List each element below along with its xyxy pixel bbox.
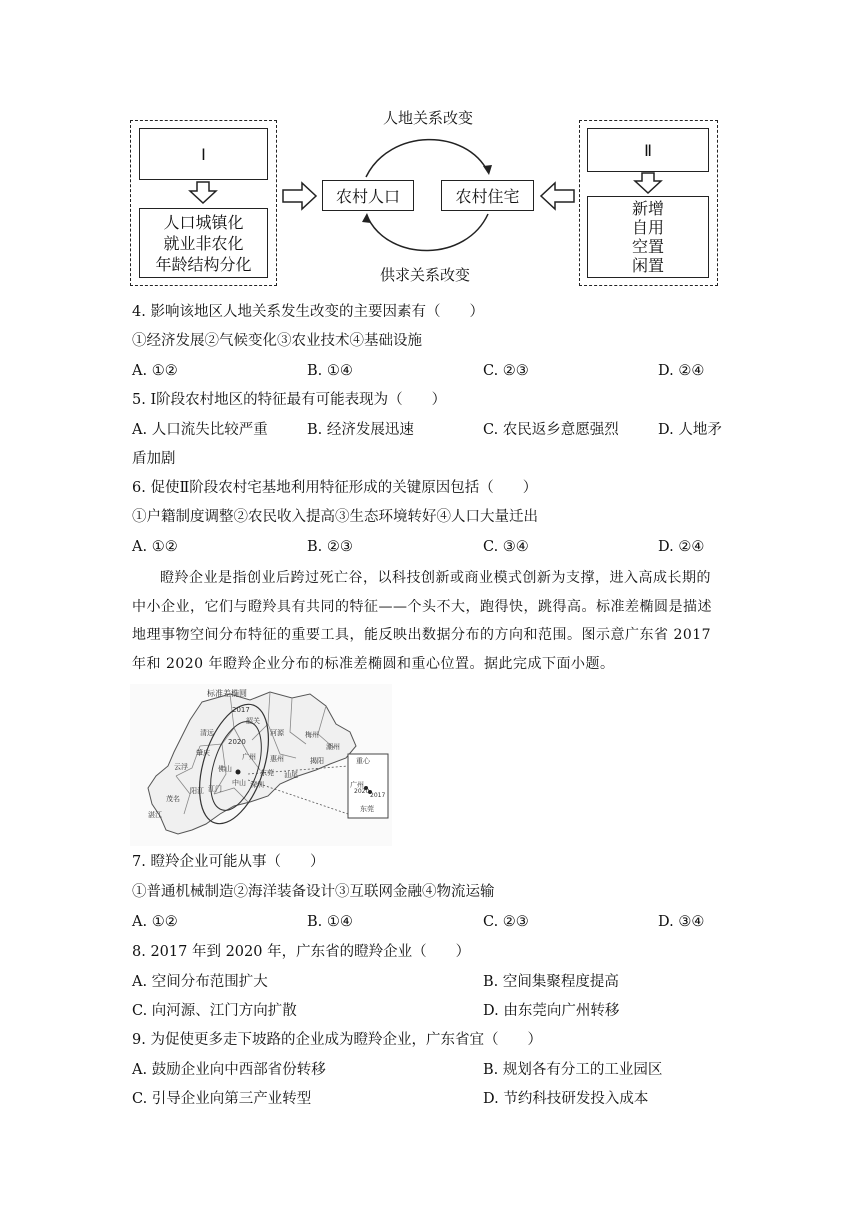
map-place: 广州: [242, 753, 256, 761]
inset-place: 东莞: [360, 805, 374, 813]
q7-option-d[interactable]: D. ③④: [658, 914, 705, 930]
diagram-arrows: [0, 0, 860, 300]
stage2-item: 空置: [631, 237, 664, 256]
map-place: 梅州: [305, 731, 319, 739]
gazelle-passage: 瞪羚企业是指创业后跨过死亡谷，以科技创新或商业模式创新为支撑，进入高成长期的中小企业，它们与瞪羚具有共同的特征——个头不大，跑得快，跳得高。标准差椭圆是描述地理事物空间分布特征的重要工具，能反映出数据分布的方向和范围。图示意广东省 2017 年和 2020 年瞪羚企业分布的标准差椭圆和重心位置。据此完成下面小题。: [132, 570, 712, 672]
inset-title: 重心: [356, 757, 370, 765]
q4-choices: ①经济发展②气候变化③农业技术④基础设施: [132, 333, 422, 349]
q7-option-b[interactable]: B. ①④: [307, 914, 353, 930]
bottom-label: 供求关系改变: [380, 266, 471, 284]
stage2-item: 新增: [631, 199, 664, 218]
q8-option-c[interactable]: C. 向河源、江门方向扩散: [132, 1003, 297, 1019]
stage1-item: 人口城镇化: [163, 212, 244, 232]
map-place: 韶关: [246, 717, 260, 725]
q5-option-a[interactable]: A. 人口流失比较严重: [132, 422, 268, 438]
cycle-arrows-icon: [366, 140, 488, 251]
q8-stem: 8. 2017 年到 2020 年，广东省的瞪羚企业（ ）: [132, 944, 471, 960]
map-place: 湛江: [148, 811, 162, 819]
q5-stem: 5. Ⅰ阶段农村地区的特征最有可能表现为（ ）: [132, 392, 447, 408]
q9-option-a[interactable]: A. 鼓励企业向中西部省份转移: [132, 1062, 326, 1078]
inset-place: 广州: [350, 781, 364, 789]
map-place: 江门: [208, 785, 222, 793]
down-arrow-icon: [190, 182, 216, 203]
q6-option-c[interactable]: C. ③④: [483, 539, 529, 555]
q7-stem: 7. 瞪羚企业可能从事（ ）: [132, 854, 325, 870]
rural-population-label: 农村人口: [335, 187, 400, 206]
down-arrow-icon: [635, 173, 661, 193]
map-place: 肇庆: [196, 749, 210, 757]
map-place: 阳江: [190, 787, 204, 795]
q4-option-a[interactable]: A. ①②: [132, 363, 178, 379]
q9-option-b[interactable]: B. 规划各有分工的工业园区: [483, 1062, 663, 1078]
q8-option-b[interactable]: B. 空间集聚程度提高: [483, 974, 619, 990]
q9-option-d[interactable]: D. 节约科技研发投入成本: [483, 1091, 649, 1107]
stage2-item: 自用: [631, 218, 664, 237]
q5-option-d-wrap: 盾加剧: [132, 451, 176, 467]
guangdong-ellipse-map: [130, 684, 392, 846]
q4-option-c[interactable]: C. ②③: [483, 363, 529, 379]
map-year-2017: 2017: [232, 706, 250, 714]
stage1-item: 年龄结构分化: [155, 254, 252, 274]
q5-option-d[interactable]: D. 人地矛: [658, 422, 722, 438]
q4-option-d[interactable]: D. ②④: [658, 363, 705, 379]
q4-stem: 4. 影响该地区人地关系发生改变的主要因素有（ ）: [132, 304, 484, 320]
q8-option-d[interactable]: D. 由东莞向广州转移: [483, 1003, 620, 1019]
stage1-label: Ⅰ: [201, 144, 206, 164]
q6-option-d[interactable]: D. ②④: [658, 539, 705, 555]
stage1-item: 就业非农化: [163, 233, 244, 253]
q6-choices: ①户籍制度调整②农民收入提高③生态环境转好④人口大量迁出: [132, 509, 538, 525]
map-place: 东莞: [260, 769, 274, 777]
q6-option-b[interactable]: B. ②③: [307, 539, 353, 555]
top-label: 人地关系改变: [383, 109, 474, 127]
q5-option-b[interactable]: B. 经济发展迅速: [307, 422, 414, 438]
q8-option-a[interactable]: A. 空间分布范围扩大: [132, 974, 268, 990]
map-place: 河源: [270, 729, 284, 737]
q6-stem: 6. 促使Ⅱ阶段农村宅基地利用特征形成的关键原因包括（ ）: [132, 480, 538, 496]
center-of-gravity-marker: [236, 770, 241, 775]
right-arrow-icon: [283, 183, 316, 209]
stage2-item: 闲置: [631, 256, 664, 275]
map-place: 揭阳: [310, 757, 324, 765]
map-place: 汕尾: [284, 771, 298, 779]
map-place: 佛山: [218, 765, 232, 773]
q5-option-c[interactable]: C. 农民返乡意愿强烈: [483, 422, 619, 438]
inset-year: 2020: [354, 788, 370, 795]
rural-housing-label: 农村住宅: [455, 187, 520, 206]
q9-option-c[interactable]: C. 引导企业向第三产业转型: [132, 1091, 312, 1107]
q4-option-b[interactable]: B. ①④: [307, 363, 353, 379]
map-place: 潮州: [326, 743, 340, 751]
map-place: 清远: [200, 729, 214, 737]
q7-option-a[interactable]: A. ①②: [132, 914, 178, 930]
q7-choices: ①普通机械制造②海洋装备设计③互联网金融④物流运输: [132, 884, 495, 900]
map-year-2020: 2020: [228, 738, 246, 746]
map-place: 中山: [232, 779, 246, 787]
map-place: 深圳: [250, 781, 264, 789]
q6-option-a[interactable]: A. ①②: [132, 539, 178, 555]
left-arrow-icon: [541, 183, 574, 209]
q9-stem: 9. 为促使更多走下坡路的企业成为瞪羚企业，广东省宜（ ）: [132, 1032, 542, 1048]
map-place: 云浮: [174, 763, 188, 771]
q7-option-c[interactable]: C. ②③: [483, 914, 529, 930]
map-title: 标准差椭圆: [207, 689, 247, 698]
stage2-label: Ⅱ: [644, 140, 652, 160]
map-place: 茂名: [166, 795, 180, 803]
map-place: 惠州: [270, 755, 284, 763]
inset-year: 2017: [370, 792, 386, 799]
